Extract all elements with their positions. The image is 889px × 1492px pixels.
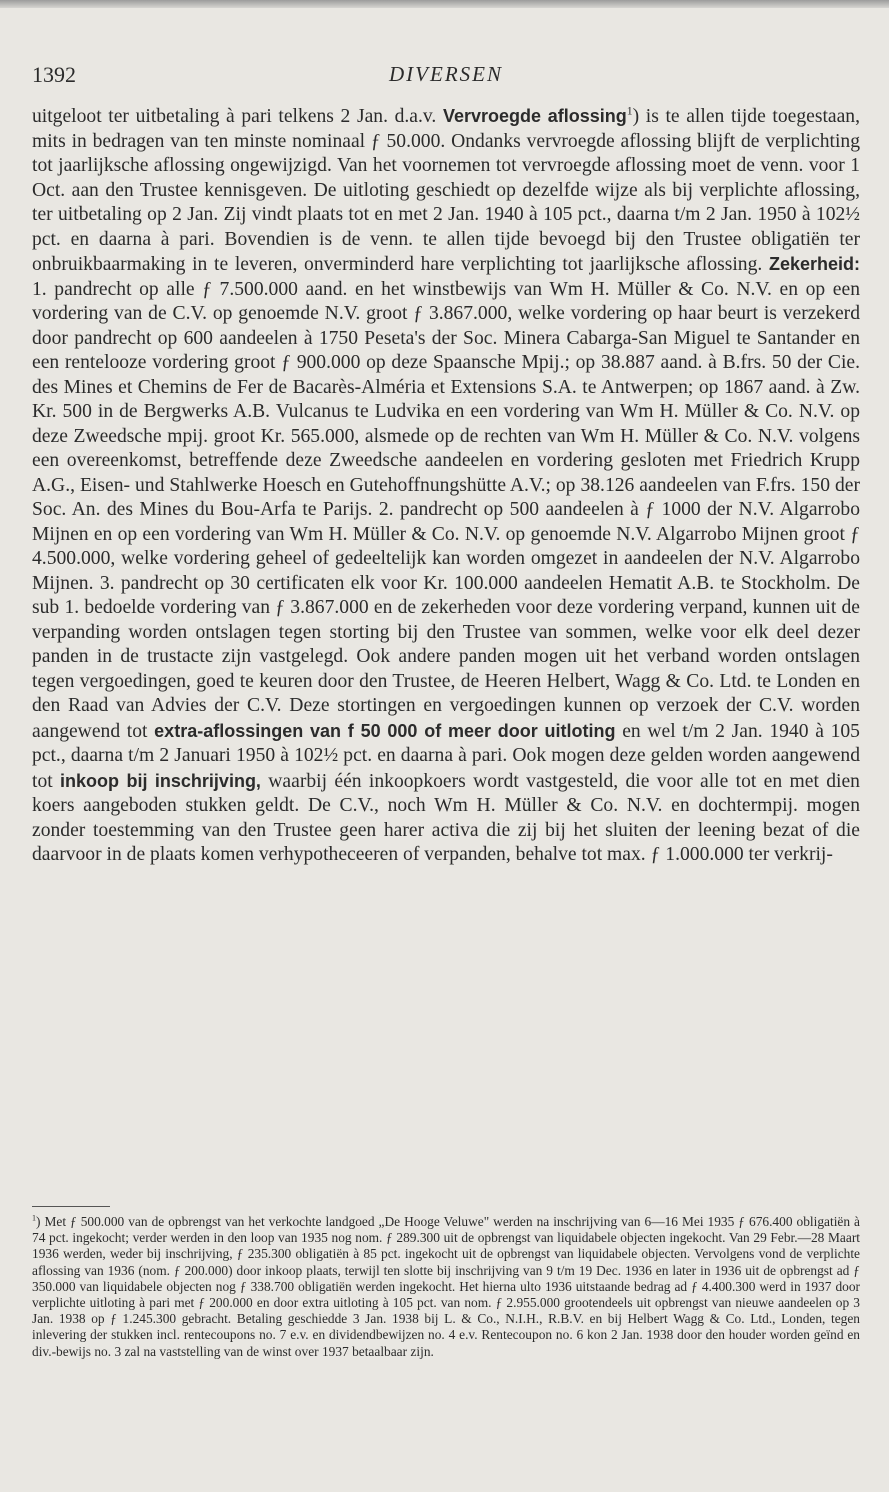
keyword-inkoop: inkoop bij inschrijving, bbox=[60, 770, 261, 791]
keyword-extra-aflossingen: extra-aflossingen van f 50 000 of meer door uitloting bbox=[154, 720, 616, 741]
main-text bbox=[32, 104, 860, 868]
footnote-ref: 1 bbox=[626, 104, 633, 118]
footnote-rule bbox=[32, 1206, 110, 1207]
top-edge-shadow bbox=[0, 0, 889, 8]
footnote-marker: 1 bbox=[32, 1213, 37, 1223]
text-segment: uitgeloot ter uitbetaling à pari telkens 2 Jan. d.a.v. bbox=[32, 106, 443, 127]
footnote-text: ) Met ƒ 500.000 van de opbrengst van het verkochte landgoed „De Hooge Veluwe" werden na inschrijving van 6—16 Mei 1935 ƒ 676.400 obligatiën à 74 pct. ingekocht; verder werden in den loop van 1935 nog nom. ƒ 289.300 uit de opbrengst van liquidabele objecten ingekocht. Van 29 Febr.—28 Maart 1936 werden, weder bij inschrijving, ƒ 235.300 obligatiën à 85 pct. ingekocht uit de opbrengst van liquidabele objecten. Vervolgens vond de verplichte aflossing van 1936 (nom. ƒ 200.000) door inkoop plaats, terwijl ten slotte bij inschrijving van 9 t/m 19 Dec. 1936 en later in 1936 uit de opbrengst ad ƒ 350.000 van liquidabele objecten nog ƒ 338.700 obligatiën werden ingekocht. Het hierna ulto 1936 uitstaande bedrag ad ƒ 4.400.300 werd in 1937 door verplichte uitloting à pari met ƒ 200.000 en door extra uitloting à 105 pct. van nom. ƒ 2.955.000 grootendeels uit opbrengst van nieuwe aandeelen op 3 Jan. 1938 op ƒ 1.245.300 gebracht. Betaling geschiedde 3 Jan. 1938 bij L. & Co., N.I.H., R.B.V. en bij Helbert Wagg & Co. Ltd., Londen, tegen inlevering der stukken incl. rentecoupons no. 7 e.v. en dividendbewijzen no. 4 e.v. Rentecoupon no. 6 kon 2 Jan. 1938 door den houder worden geïnd en div.-bewijs no. 3 zal na vaststelling van de winst over 1937 betaalbaar zijn. bbox=[32, 1214, 860, 1359]
keyword-vervroegde-aflossing: Vervroegde aflossing bbox=[442, 106, 627, 126]
footnote-paragraph bbox=[32, 1214, 860, 1360]
footnote bbox=[32, 1214, 860, 1360]
text-segment: en wel t/m 2 Jan. 1940 à 105 pct., daarna t/m 2 Januari 1950 à 102½ pct. en daarna à pari. Ook mogen deze gelden worden aangewend tot bbox=[32, 720, 860, 792]
page-number: 1392 bbox=[32, 62, 76, 87]
keyword-zekerheid: Zekerheid: bbox=[768, 254, 860, 274]
page-header bbox=[32, 62, 860, 92]
running-head: DIVERSEN bbox=[389, 62, 503, 86]
text-segment: ) is te allen tijde toegestaan, mits in bedragen van ten minste nominaal ƒ 50.000. Ondanks vervroegde aflossing blijft de verplichting tot jaarlijksche aflossing ongewijzigd. Van het voornemen tot vervroegde aflossing moet de venn. voor 1 Oct. aan den Trustee kennisgeven. De uitloting geschiedt op dezelfde wijze als bij verplichte aflossing, ter uitbetaling op 2 Jan. Zij vindt plaats tot en met 2 Jan. 1940 à 105 pct., daarna t/m 2 Jan. 1950 à 102½ pct. en daarna à pari. Bovendien is de venn. te allen tijde bevoegd bij den Trustee obligatiën ter onbruikbaarmaking in te leveren, onverminderd hare verplichting tot jaarlijksche aflossing. bbox=[32, 106, 860, 275]
text-segment: waarbij één inkoopkoers wordt vastgesteld, die voor alle tot en met dien koers aangeboden stukken geldt. De C.V., noch Wm H. Müller & Co. N.V. en dochtermpij. mogen zonder toestemming van den Trustee geen harer activa die zij bij het sluiten der leening bezat of die daarvoor in de plaats komen verhypotheceeren of verpanden, behalve tot max. ƒ 1.000.000 ter verkrij- bbox=[32, 770, 860, 865]
text-segment: 1. pandrecht op alle ƒ 7.500.000 aand. en het winstbewijs van Wm H. Müller & Co. N.V. en op een vordering van de C.V. op genoemde N.V. groot ƒ 3.867.000, welke vordering op haar beurt is verzekerd door pandrecht op 600 aandeelen à 1750 Peseta's der Soc. Minera Cabarga-San Miguel te Santander en een rentelooze vordering groot ƒ 900.000 op deze Spaansche Mpij.; op 38.887 aand. à B.frs. 50 der Cie. des Mines et Chemins de Fer de Bacarès-Alméria et Extensions S.A. te Antwerpen; op 1867 aand. à Zw. Kr. 500 in de Bergwerks A.B. Vulcanus te Ludvika en een vordering van Wm H. Müller & Co. N.V. op deze Zweedsche mpij. groot Kr. 565.000, alsmede op de rechten van Wm H. Müller & Co. N.V. volgens een overeenkomst, betreffende deze Zweedsche aandeelen en vordering gesloten met Friedrich Krupp A.G., Eisen- und Stahlwerke Hoesch en Gutehoffnungshütte A.V.; op 38.126 aandeelen van F.frs. 150 der Soc. An. des Mines du Bou-Arfa te Parijs. 2. pandrecht op 500 aandeelen à ƒ 1000 der N.V. Algarrobo Mijnen en op een vordering van Wm H. Müller & Co. N.V. op genoemde N.V. Algarrobo Mijnen groot ƒ 4.500.000, welke vordering geheel of gedeeltelijk kan worden omgezet in aandeelen der N.V. Algarrobo Mijnen. 3. pandrecht op 30 certificaten elk voor Kr. 100.000 aandeelen Hematit A.B. te Stockholm. De sub 1. bedoelde vordering van ƒ 3.867.000 en de zekerheden voor deze vordering verpand, kunnen uit de verpanding worden ontslagen tegen storting bij den Trustee van sommen, welke voor elk deel dezer panden in de trustacte zijn vastgelegd. Ook andere panden mogen uit het verband worden ontslagen tegen vergoedingen, goed te keuren door den Trustee, de Heeren Helbert, Wagg & Co. Ltd. te Londen en den Raad van Advies der C.V. Deze stortingen en vergoedingen kunnen op verzoek der C.V. worden aangewend tot bbox=[32, 278, 860, 742]
body-paragraph bbox=[32, 104, 860, 868]
